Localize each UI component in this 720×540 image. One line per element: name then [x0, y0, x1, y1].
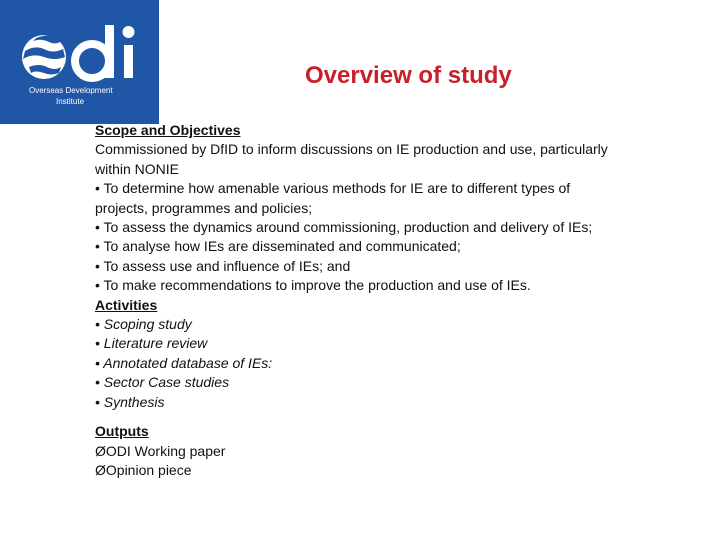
- logo-text-line1: Overseas Development: [29, 86, 113, 95]
- activity-item: • Literature review: [95, 335, 208, 352]
- activity-item: • Synthesis: [95, 393, 165, 410]
- scope-heading: Scope and Objectives: [95, 122, 241, 138]
- odi-logo: [0, 0, 159, 124]
- output-item: ØOpinion piece: [95, 461, 192, 478]
- outputs-heading: Outputs: [95, 423, 149, 440]
- scope-intro-line: within NONIE: [95, 160, 180, 177]
- activity-item: • Sector Case studies: [95, 374, 230, 391]
- scope-bullet: • To assess the dynamics around commissioning, production and delivery of IEs;: [95, 219, 593, 236]
- activity-item: • Annotated database of IEs:: [95, 354, 273, 371]
- output-item: ØODI Working paper: [95, 442, 226, 459]
- odi-logo-wordmark: [15, 21, 150, 85]
- scope-bullet: • To analyse how IEs are disseminated and communicated;: [95, 238, 461, 255]
- slide-title: Overview of study: [305, 62, 512, 89]
- scope-bullet: • To determine how amenable various methods for IE are to different types of: [95, 180, 571, 197]
- scope-bullet: • To make recommendations to improve the production and use of IEs.: [95, 277, 531, 294]
- logo-text-line2: Institute: [56, 97, 85, 106]
- slide-body: [95, 121, 695, 480]
- scope-intro-line: Commissioned by DfID to inform discussions on IE production and use, particularly: [95, 141, 608, 158]
- activity-item: • Scoping study: [95, 316, 192, 333]
- section-spacer: [95, 412, 695, 422]
- scope-bullet: projects, programmes and policies;: [95, 199, 313, 216]
- activities-heading: Activities: [95, 296, 158, 313]
- scope-bullet: • To assess use and influence of IEs; and: [95, 257, 351, 274]
